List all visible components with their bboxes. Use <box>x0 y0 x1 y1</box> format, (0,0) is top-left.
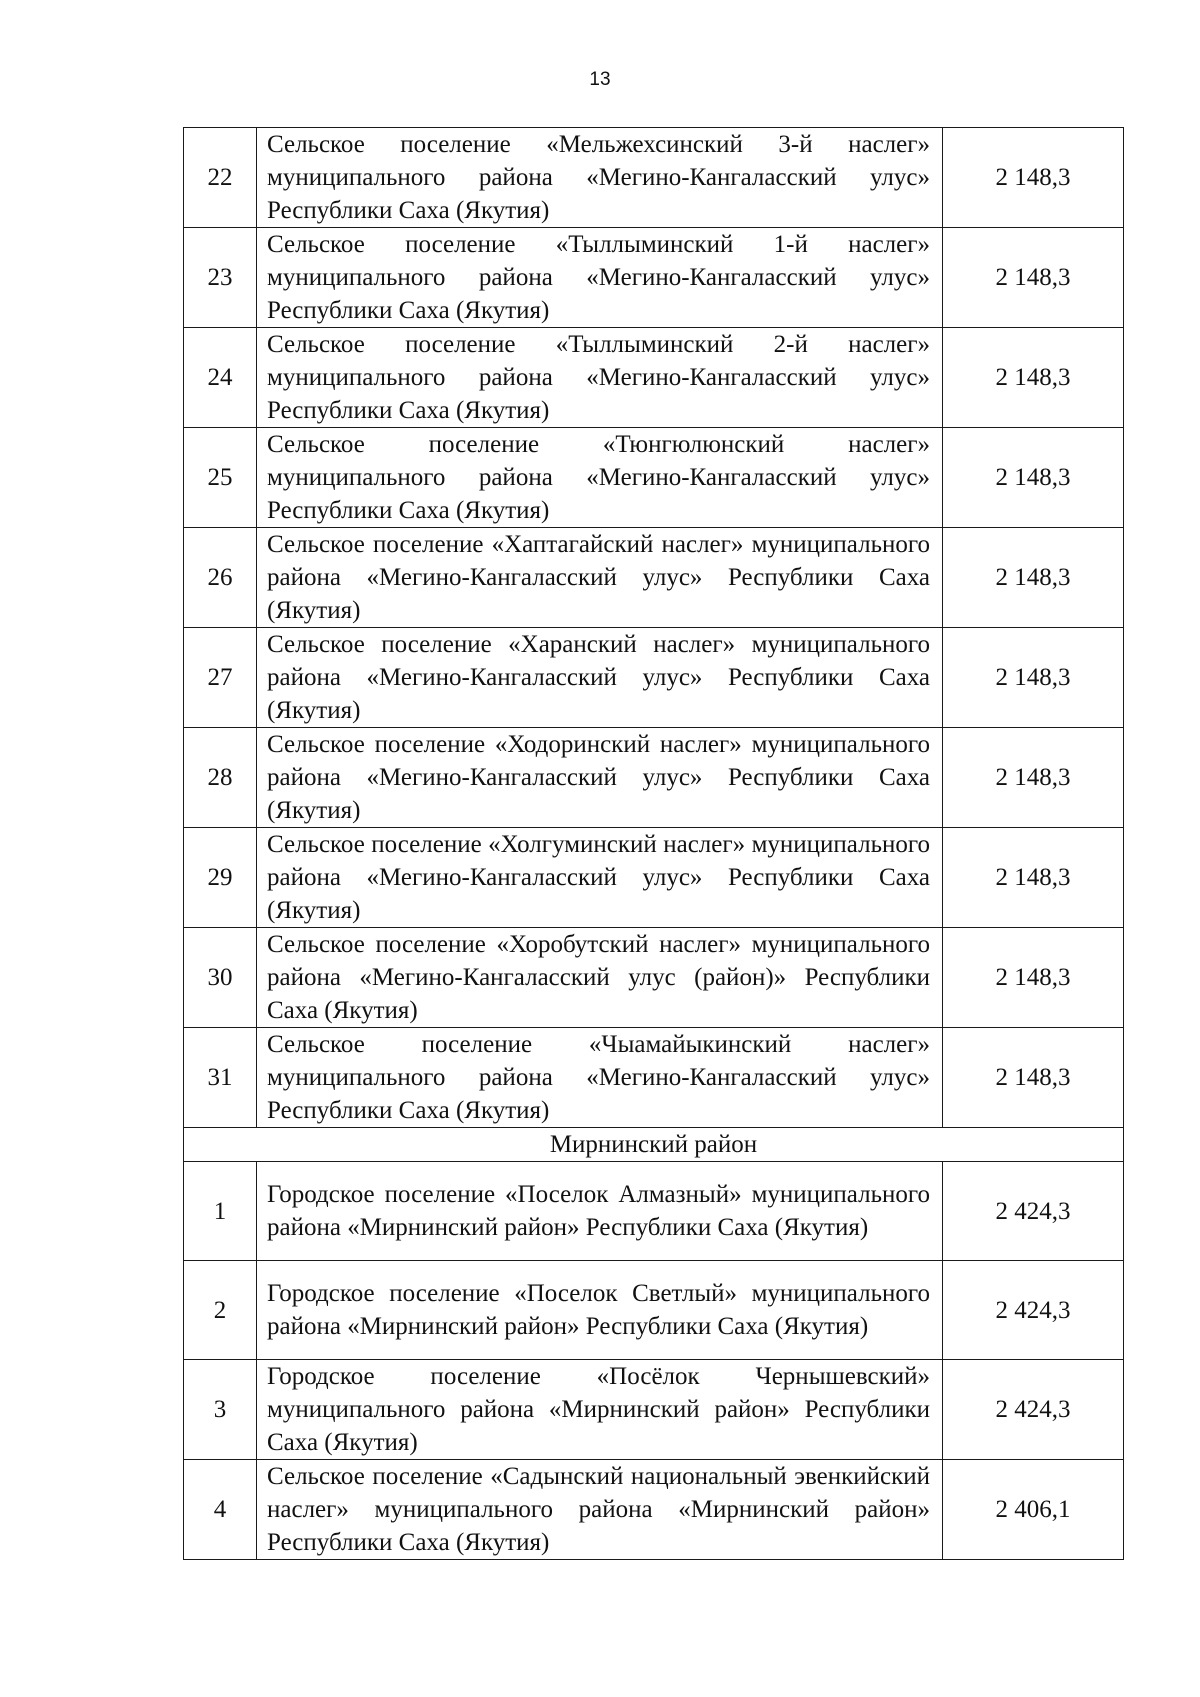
table-row <box>184 1360 1124 1460</box>
section-header-row <box>184 1128 1124 1162</box>
amount-value: 2 424,3 <box>943 1261 1124 1360</box>
section-title: Мирнинский район <box>184 1128 1124 1162</box>
amount-value: 2 148,3 <box>943 1028 1124 1128</box>
row-number: 28 <box>184 728 257 828</box>
row-number: 4 <box>184 1460 257 1560</box>
row-number: 30 <box>184 928 257 1028</box>
row-number: 2 <box>184 1261 257 1360</box>
row-number: 22 <box>184 128 257 228</box>
amount-value: 2 148,3 <box>943 528 1124 628</box>
amount-value: 2 424,3 <box>943 1360 1124 1460</box>
amount-value: 2 148,3 <box>943 628 1124 728</box>
table-row <box>184 128 1124 228</box>
row-number: 24 <box>184 328 257 428</box>
row-number: 26 <box>184 528 257 628</box>
settlement-description: Сельское поселение «Тюнгюлюнский наслег» муниципального района «Мегино-Кангаласский улус» Республики Саха (Якутия) <box>257 428 943 528</box>
page-number: 13 <box>589 69 611 90</box>
row-number: 25 <box>184 428 257 528</box>
amount-value: 2 148,3 <box>943 728 1124 828</box>
settlement-description: Сельское поселение «Тыллыминский 2-й наслег» муниципального района «Мегино-Кангаласский улус» Республики Саха (Якутия) <box>257 328 943 428</box>
row-number: 29 <box>184 828 257 928</box>
amount-value: 2 424,3 <box>943 1162 1124 1261</box>
settlement-description: Сельское поселение «Тыллыминский 1-й наслег» муниципального района «Мегино-Кангаласский улус» Республики Саха (Якутия) <box>257 228 943 328</box>
row-number: 23 <box>184 228 257 328</box>
row-number: 3 <box>184 1360 257 1460</box>
table-row <box>184 328 1124 428</box>
settlement-description: Сельское поселение «Чыамайыкинский наслег» муниципального района «Мегино-Кангаласский улус» Республики Саха (Якутия) <box>257 1028 943 1128</box>
amount-value: 2 148,3 <box>943 128 1124 228</box>
allocation-table <box>183 127 1124 1560</box>
table-row <box>184 628 1124 728</box>
row-number: 1 <box>184 1162 257 1261</box>
table-row <box>184 228 1124 328</box>
table-row <box>184 1028 1124 1128</box>
settlement-description: Сельское поселение «Садынский национальный эвенкийский наслег» муниципального района «Мирнинский район» Республики Саха (Якутия) <box>257 1460 943 1560</box>
row-number: 27 <box>184 628 257 728</box>
amount-value: 2 406,1 <box>943 1460 1124 1560</box>
table-row <box>184 428 1124 528</box>
settlement-description: Городское поселение «Поселок Алмазный» муниципального района «Мирнинский район» Республики Саха (Якутия) <box>257 1162 943 1261</box>
amount-value: 2 148,3 <box>943 828 1124 928</box>
amount-value: 2 148,3 <box>943 228 1124 328</box>
settlement-description: Городское поселение «Поселок Светлый» муниципального района «Мирнинский район» Республики Саха (Якутия) <box>257 1261 943 1360</box>
table-row <box>184 1261 1124 1360</box>
settlement-description: Сельское поселение «Холгуминский наслег» муниципального района «Мегино-Кангаласский улус» Республики Саха (Якутия) <box>257 828 943 928</box>
settlement-description: Городское поселение «Посёлок Чернышевский» муниципального района «Мирнинский район» Республики Саха (Якутия) <box>257 1360 943 1460</box>
table-row <box>184 728 1124 828</box>
table-row <box>184 928 1124 1028</box>
amount-value: 2 148,3 <box>943 428 1124 528</box>
table-row <box>184 828 1124 928</box>
amount-value: 2 148,3 <box>943 928 1124 1028</box>
table-row <box>184 1162 1124 1261</box>
settlement-description: Сельское поселение «Харанский наслег» муниципального района «Мегино-Кангаласский улус» Республики Саха (Якутия) <box>257 628 943 728</box>
settlement-description: Сельское поселение «Мельжехсинский 3-й наслег» муниципального района «Мегино-Кангаласский улус» Республики Саха (Якутия) <box>257 128 943 228</box>
settlement-description: Сельское поселение «Хоробутский наслег» муниципального района «Мегино-Кангаласский улус (район)» Республики Саха (Якутия) <box>257 928 943 1028</box>
table-row <box>184 528 1124 628</box>
amount-value: 2 148,3 <box>943 328 1124 428</box>
settlement-description: Сельское поселение «Хаптагайский наслег» муниципального района «Мегино-Кангаласский улус» Республики Саха (Якутия) <box>257 528 943 628</box>
row-number: 31 <box>184 1028 257 1128</box>
settlement-description: Сельское поселение «Ходоринский наслег» муниципального района «Мегино-Кангаласский улус» Республики Саха (Якутия) <box>257 728 943 828</box>
table-row <box>184 1460 1124 1560</box>
